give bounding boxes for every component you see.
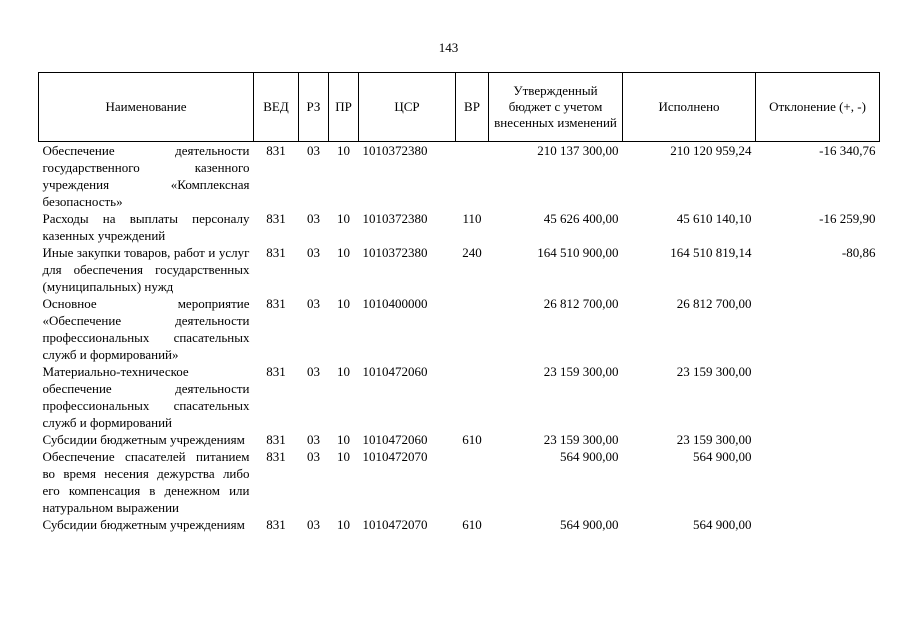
row-name: Субсидии бюджетным учреждениям <box>42 517 245 532</box>
row-executed: 23 159 300,00 <box>676 432 752 447</box>
header-ved: ВЕД <box>254 73 299 142</box>
table-row <box>39 295 880 363</box>
row-pr: 10 <box>337 143 350 158</box>
row-ved: 831 <box>266 432 286 447</box>
row-executed: 210 120 959,24 <box>670 143 752 158</box>
row-deviation <box>756 448 880 516</box>
table-row <box>39 363 880 431</box>
row-vr: 610 <box>462 432 482 447</box>
row-executed: 45 610 140,10 <box>676 211 752 226</box>
row-deviation: -80,86 <box>841 245 876 260</box>
row-csr: 1010372380 <box>362 143 428 158</box>
row-pr: 10 <box>337 211 350 226</box>
row-name: Обеспечение деятельности государственного казенного учреждения «Комплексная безопасность» <box>42 143 250 209</box>
row-vr: 610 <box>462 517 482 532</box>
header-approved: Утвержденный бюджет с учетом внесенных изменений <box>489 73 623 142</box>
row-executed: 26 812 700,00 <box>676 296 752 311</box>
row-vr: 110 <box>462 211 482 226</box>
table-row <box>39 431 880 448</box>
row-rz: 03 <box>307 517 320 532</box>
row-deviation <box>756 363 880 431</box>
header-deviation: Отклонение (+, -) <box>756 73 880 142</box>
row-vr <box>456 142 489 211</box>
row-rz: 03 <box>307 211 320 226</box>
row-name: Иные закупки товаров, работ и услуг для обеспечения государственных (муниципальных) нужд <box>42 245 250 294</box>
header-pr: ПР <box>329 73 359 142</box>
row-pr: 10 <box>337 432 350 447</box>
budget-table <box>38 72 880 533</box>
row-deviation <box>756 431 880 448</box>
row-vr <box>456 295 489 363</box>
row-approved: 564 900,00 <box>560 449 619 464</box>
row-approved: 23 159 300,00 <box>543 364 619 379</box>
header-rz: РЗ <box>299 73 329 142</box>
row-executed: 564 900,00 <box>693 449 752 464</box>
row-vr <box>456 448 489 516</box>
row-pr: 10 <box>337 449 350 464</box>
row-deviation: -16 259,90 <box>819 211 876 226</box>
row-csr: 1010400000 <box>362 296 428 311</box>
row-pr: 10 <box>337 364 350 379</box>
row-name: Материально-техническое обеспечение деятельности профессиональных спасательных служб и формирований <box>42 364 250 430</box>
row-rz: 03 <box>307 432 320 447</box>
row-name: Основное мероприятие «Обеспечение деятельности профессиональных спасательных служб и формирований» <box>42 296 250 362</box>
row-pr: 10 <box>337 245 350 260</box>
header-executed: Исполнено <box>623 73 756 142</box>
row-csr: 1010472070 <box>362 449 428 464</box>
row-ved: 831 <box>266 143 286 158</box>
row-approved: 210 137 300,00 <box>537 143 619 158</box>
row-rz: 03 <box>307 245 320 260</box>
header-row <box>39 73 880 142</box>
header-csr: ЦСР <box>359 73 456 142</box>
row-name: Расходы на выплаты персоналу казенных учреждений <box>42 211 250 243</box>
row-deviation <box>756 516 880 533</box>
row-csr: 1010372380 <box>362 211 428 226</box>
row-ved: 831 <box>266 517 286 532</box>
row-csr: 1010472060 <box>362 432 428 447</box>
row-rz: 03 <box>307 143 320 158</box>
table-row <box>39 244 880 295</box>
row-deviation <box>756 295 880 363</box>
row-approved: 26 812 700,00 <box>543 296 619 311</box>
row-approved: 23 159 300,00 <box>543 432 619 447</box>
header-name: Наименование <box>39 73 254 142</box>
row-ved: 831 <box>266 449 286 464</box>
table-row <box>39 448 880 516</box>
row-ved: 831 <box>266 296 286 311</box>
row-pr: 10 <box>337 517 350 532</box>
row-name: Субсидии бюджетным учреждениям <box>42 432 245 447</box>
row-ved: 831 <box>266 364 286 379</box>
row-ved: 831 <box>266 245 286 260</box>
row-pr: 10 <box>337 296 350 311</box>
row-csr: 1010472060 <box>362 364 428 379</box>
header-vr: ВР <box>456 73 489 142</box>
row-rz: 03 <box>307 296 320 311</box>
row-approved: 564 900,00 <box>560 517 619 532</box>
row-approved: 164 510 900,00 <box>537 245 619 260</box>
row-vr <box>456 363 489 431</box>
row-csr: 1010372380 <box>362 245 428 260</box>
row-executed: 23 159 300,00 <box>676 364 752 379</box>
row-deviation: -16 340,76 <box>819 143 876 158</box>
row-ved: 831 <box>266 211 286 226</box>
row-executed: 164 510 819,14 <box>670 245 752 260</box>
table-row <box>39 516 880 533</box>
row-approved: 45 626 400,00 <box>543 211 619 226</box>
page-number: 143 <box>438 40 459 55</box>
row-rz: 03 <box>307 364 320 379</box>
row-executed: 564 900,00 <box>693 517 752 532</box>
row-vr: 240 <box>462 245 482 260</box>
row-name: Обеспечение спасателей питанием во время несения дежурства либо его компенсация в денежном или натуральном выражении <box>42 449 250 515</box>
row-rz: 03 <box>307 449 320 464</box>
table-row <box>39 142 880 211</box>
table-row <box>39 210 880 244</box>
row-csr: 1010472070 <box>362 517 428 532</box>
